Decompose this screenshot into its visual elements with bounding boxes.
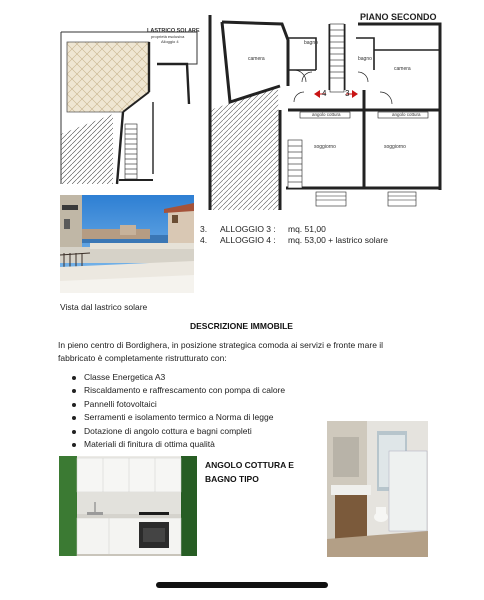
lastrico-plan-drawing (57, 24, 202, 186)
terrace-photo-image (60, 195, 194, 293)
kitchen-title-line-2: BAGNO TIPO (205, 474, 259, 484)
alloggio-size: mq. 51,00 (288, 224, 326, 234)
feature-text: Serramenti e isolamento termico a Norma di legge (84, 412, 274, 423)
feature-text: Dotazione di angolo cottura e bagni completi (84, 425, 252, 436)
unit-label-left: 4 (322, 89, 327, 98)
alloggi-table (200, 224, 388, 246)
bullet-icon (72, 430, 76, 434)
alloggio-size: mq. 53,00 + lastrico solare (288, 235, 388, 245)
room-camera-left: camera (248, 56, 265, 62)
lastrico-title: LASTRICO SOLARE (147, 28, 200, 34)
bathroom-photo-image (327, 421, 428, 557)
alloggio-name: ALLOGGIO 3 : (220, 224, 276, 234)
room-cottura-right: angolo cottura (392, 112, 421, 117)
room-bagno-left: bagno (304, 40, 318, 46)
bathroom-photo (327, 421, 428, 557)
piano-secondo-title: PIANO SECONDO (360, 12, 437, 22)
list-item (70, 371, 400, 384)
alloggio-num: 3. (200, 224, 208, 234)
bullet-icon (72, 376, 76, 380)
list-item (70, 384, 400, 397)
bullet-icon (72, 416, 76, 420)
kitchen-title-line-1: ANGOLO COTTURA E (205, 460, 294, 470)
kitchen-photo-image (59, 456, 197, 556)
room-bagno-right: bagno (358, 56, 372, 62)
alloggio-row (200, 235, 388, 246)
home-indicator[interactable] (156, 582, 328, 588)
terrace-photo (60, 195, 194, 293)
feature-text: Riscaldamento e raffrescamento con pompa di calore (84, 385, 286, 396)
floor-plan-piano-secondo (208, 10, 446, 215)
floor-plan-lastrico (57, 24, 202, 186)
kitchen-photo (59, 456, 197, 556)
room-cottura-left: angolo cottura (312, 112, 341, 117)
description-title: DESCRIZIONE IMMOBILE (190, 321, 293, 331)
bullet-icon (72, 443, 76, 447)
alloggio-name: ALLOGGIO 4 : (220, 235, 276, 245)
room-soggiorno-right: soggiorno (384, 144, 406, 150)
feature-text: Pannelli fotovoltaici (84, 398, 157, 409)
alloggio-row (200, 224, 388, 235)
bullet-icon (72, 403, 76, 407)
unit-label-right: 3 (345, 89, 350, 98)
bullet-icon (72, 389, 76, 393)
feature-text: Classe Energetica A3 (84, 372, 166, 382)
alloggio-num: 4. (200, 235, 208, 245)
feature-text: Materiali di finitura di ottima qualità (84, 439, 215, 450)
lastrico-subtitle-2: Alloggio 4 (161, 39, 179, 44)
kitchen-bath-title (205, 458, 294, 486)
room-camera-right: camera (394, 66, 411, 72)
list-item (70, 398, 400, 411)
photo-caption: Vista dal lastrico solare (60, 302, 148, 312)
room-soggiorno-left: soggiorno (314, 144, 336, 150)
lastrico-subtitle: proprietà esclusiva (151, 34, 185, 39)
description-paragraph: In pieno centro di Bordighera, in posizione strategica comoda ai servizi e fronte mare il fabbricato è completamente ristrutturato con: (58, 340, 384, 363)
